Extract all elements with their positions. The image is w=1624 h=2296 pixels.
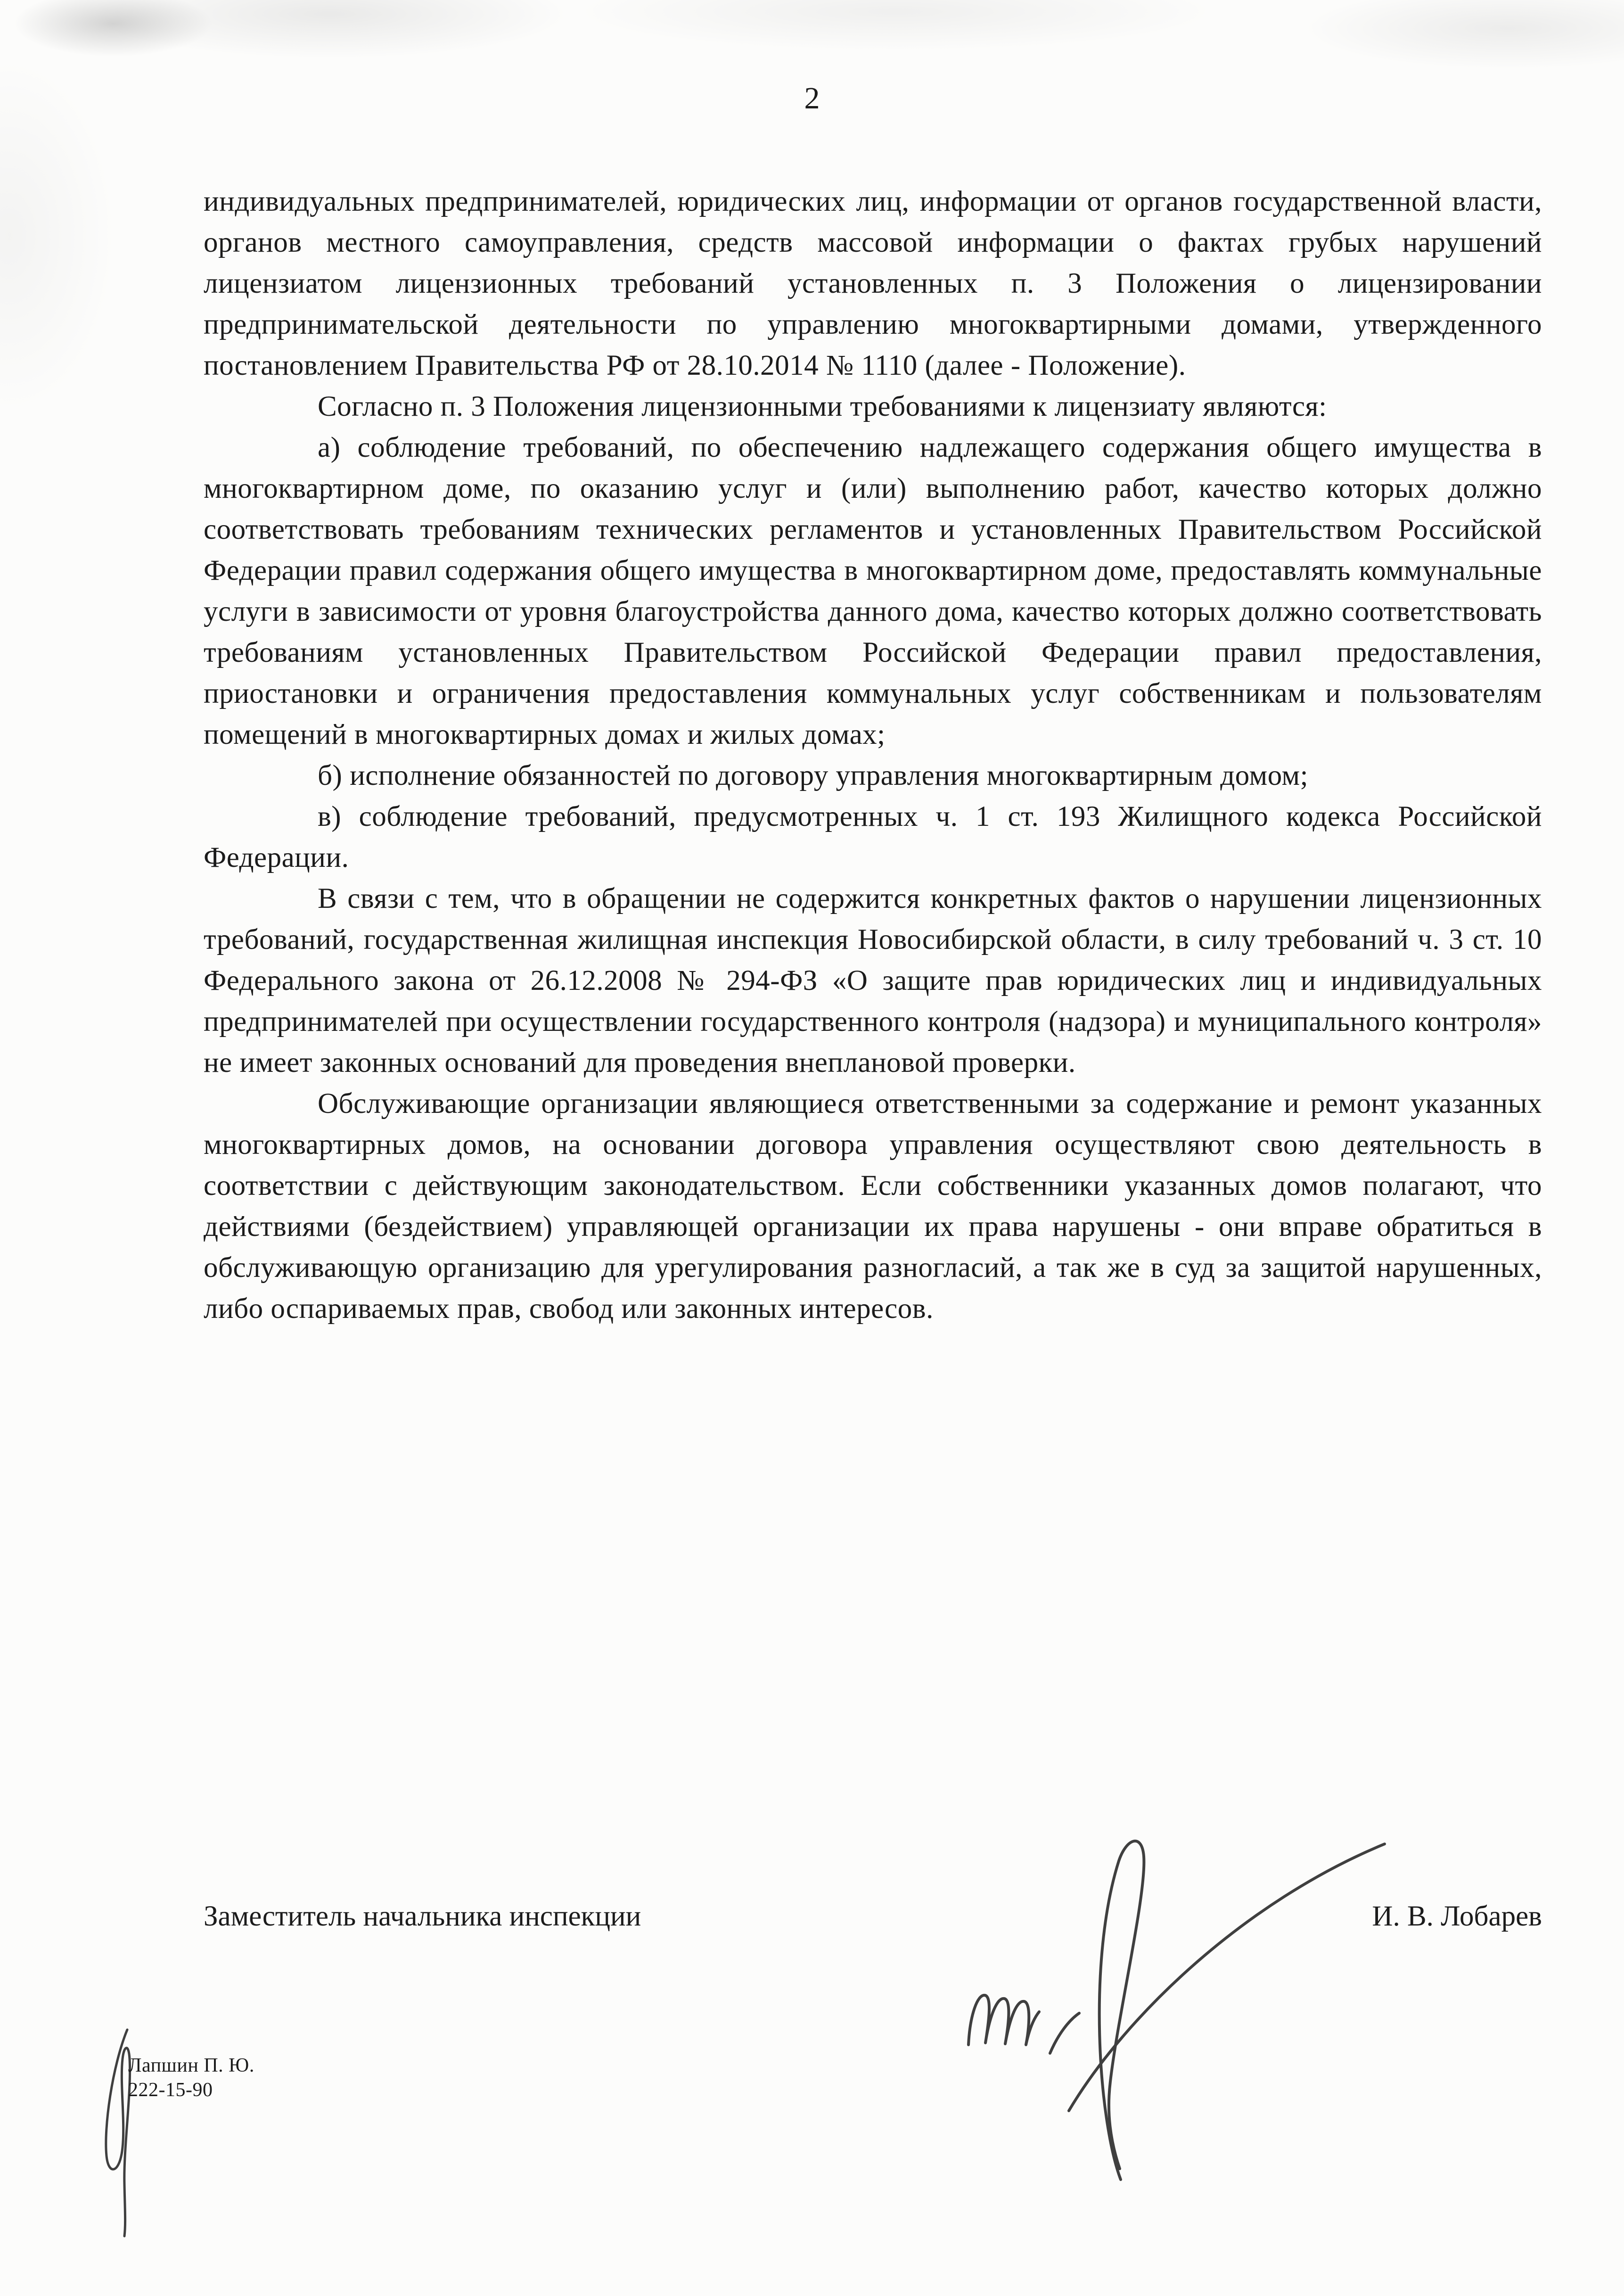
page-number: 2 bbox=[804, 81, 820, 115]
executor-phone: 222-15-90 bbox=[128, 2079, 213, 2101]
document-body bbox=[204, 181, 1542, 1329]
paragraph-item-v: в) соблюдение требований, предусмотренных ч. 1 ст. 193 Жилищного кодекса Российской Федерации. bbox=[204, 801, 1542, 873]
signer-position-label: Заместитель начальника инспекции bbox=[204, 1901, 641, 1932]
executor-block bbox=[128, 2053, 254, 2102]
executor-name: Лапшин П. Ю. bbox=[128, 2055, 254, 2076]
signer-name: И. В. Лобарев bbox=[1372, 1901, 1542, 1932]
handwritten-signature bbox=[844, 1818, 1437, 2185]
paragraph-item-b: б) исполнение обязанностей по договору управления многоквартирным домом; bbox=[318, 760, 1309, 791]
paragraph-servicing-orgs: Обслуживающие организации являющиеся ответственными за содержание и ремонт указанных многоквартирных домов, на основании договора управления осуществляют свою деятельность в соответствии с действующим законодательством. Если собственники указанных домов полагают, что действиями (бездействием) управляющей организации их права нарушены - они вправе обратиться в обслуживающую организацию для урегулирования разногласий, а так же в суд за защитой нарушенных, либо оспариваемых прав, свобод или законных интересов. bbox=[204, 1088, 1542, 1325]
paragraph-no-grounds: В связи с тем, что в обращении не содержится конкретных фактов о нарушении лицензионных требований, государственная жилищная инспекция Новосибирской области, в силу требований ч. 3 ст. 10 Федерального закона от 26.12.2008 № 294-ФЗ «О защите прав юридических лиц и индивидуальных предпринимателей при осуществлении государственного контроля (надзора) и муниципального контроля» не имеет законных оснований для проведения внеплановой проверки. bbox=[204, 883, 1542, 1078]
paragraph-item-a: а) соблюдение требований, по обеспечению надлежащего содержания общего имущества в многоквартирном доме, по оказанию услуг и (или) выполнению работ, качество которых должно соответствовать требованиям технических регламентов и установленных Правительством Российской Федерации правил содержания общего имущества в многоквартирном доме, предоставлять коммунальные услуги в зависимости от уровня благоустройства данного дома, качество которых должно соответствовать требованиям установленных Правительством Российской Федерации правил предоставления, приостановки и ограничения предоставления коммунальных услуг собственникам и пользователям помещений в многоквартирных домах и жилых домах; bbox=[204, 432, 1542, 750]
paragraph-continuation: индивидуальных предпринимателей, юридических лиц, информации от органов государственной власти, органов местного самоуправления, средств массовой информации о фактах грубых нарушений лицензиатом лицензионных требований установленных п. 3 Положения о лицензировании предпринимательской деятельности по управлению многоквартирными домами, утвержденного постановлением Правительства РФ от 28.10.2014 № 1110 (далее - Положение). bbox=[204, 186, 1542, 381]
paragraph-soglasno: Согласно п. 3 Положения лицензионными требованиями к лицензиату являются: bbox=[318, 391, 1327, 422]
